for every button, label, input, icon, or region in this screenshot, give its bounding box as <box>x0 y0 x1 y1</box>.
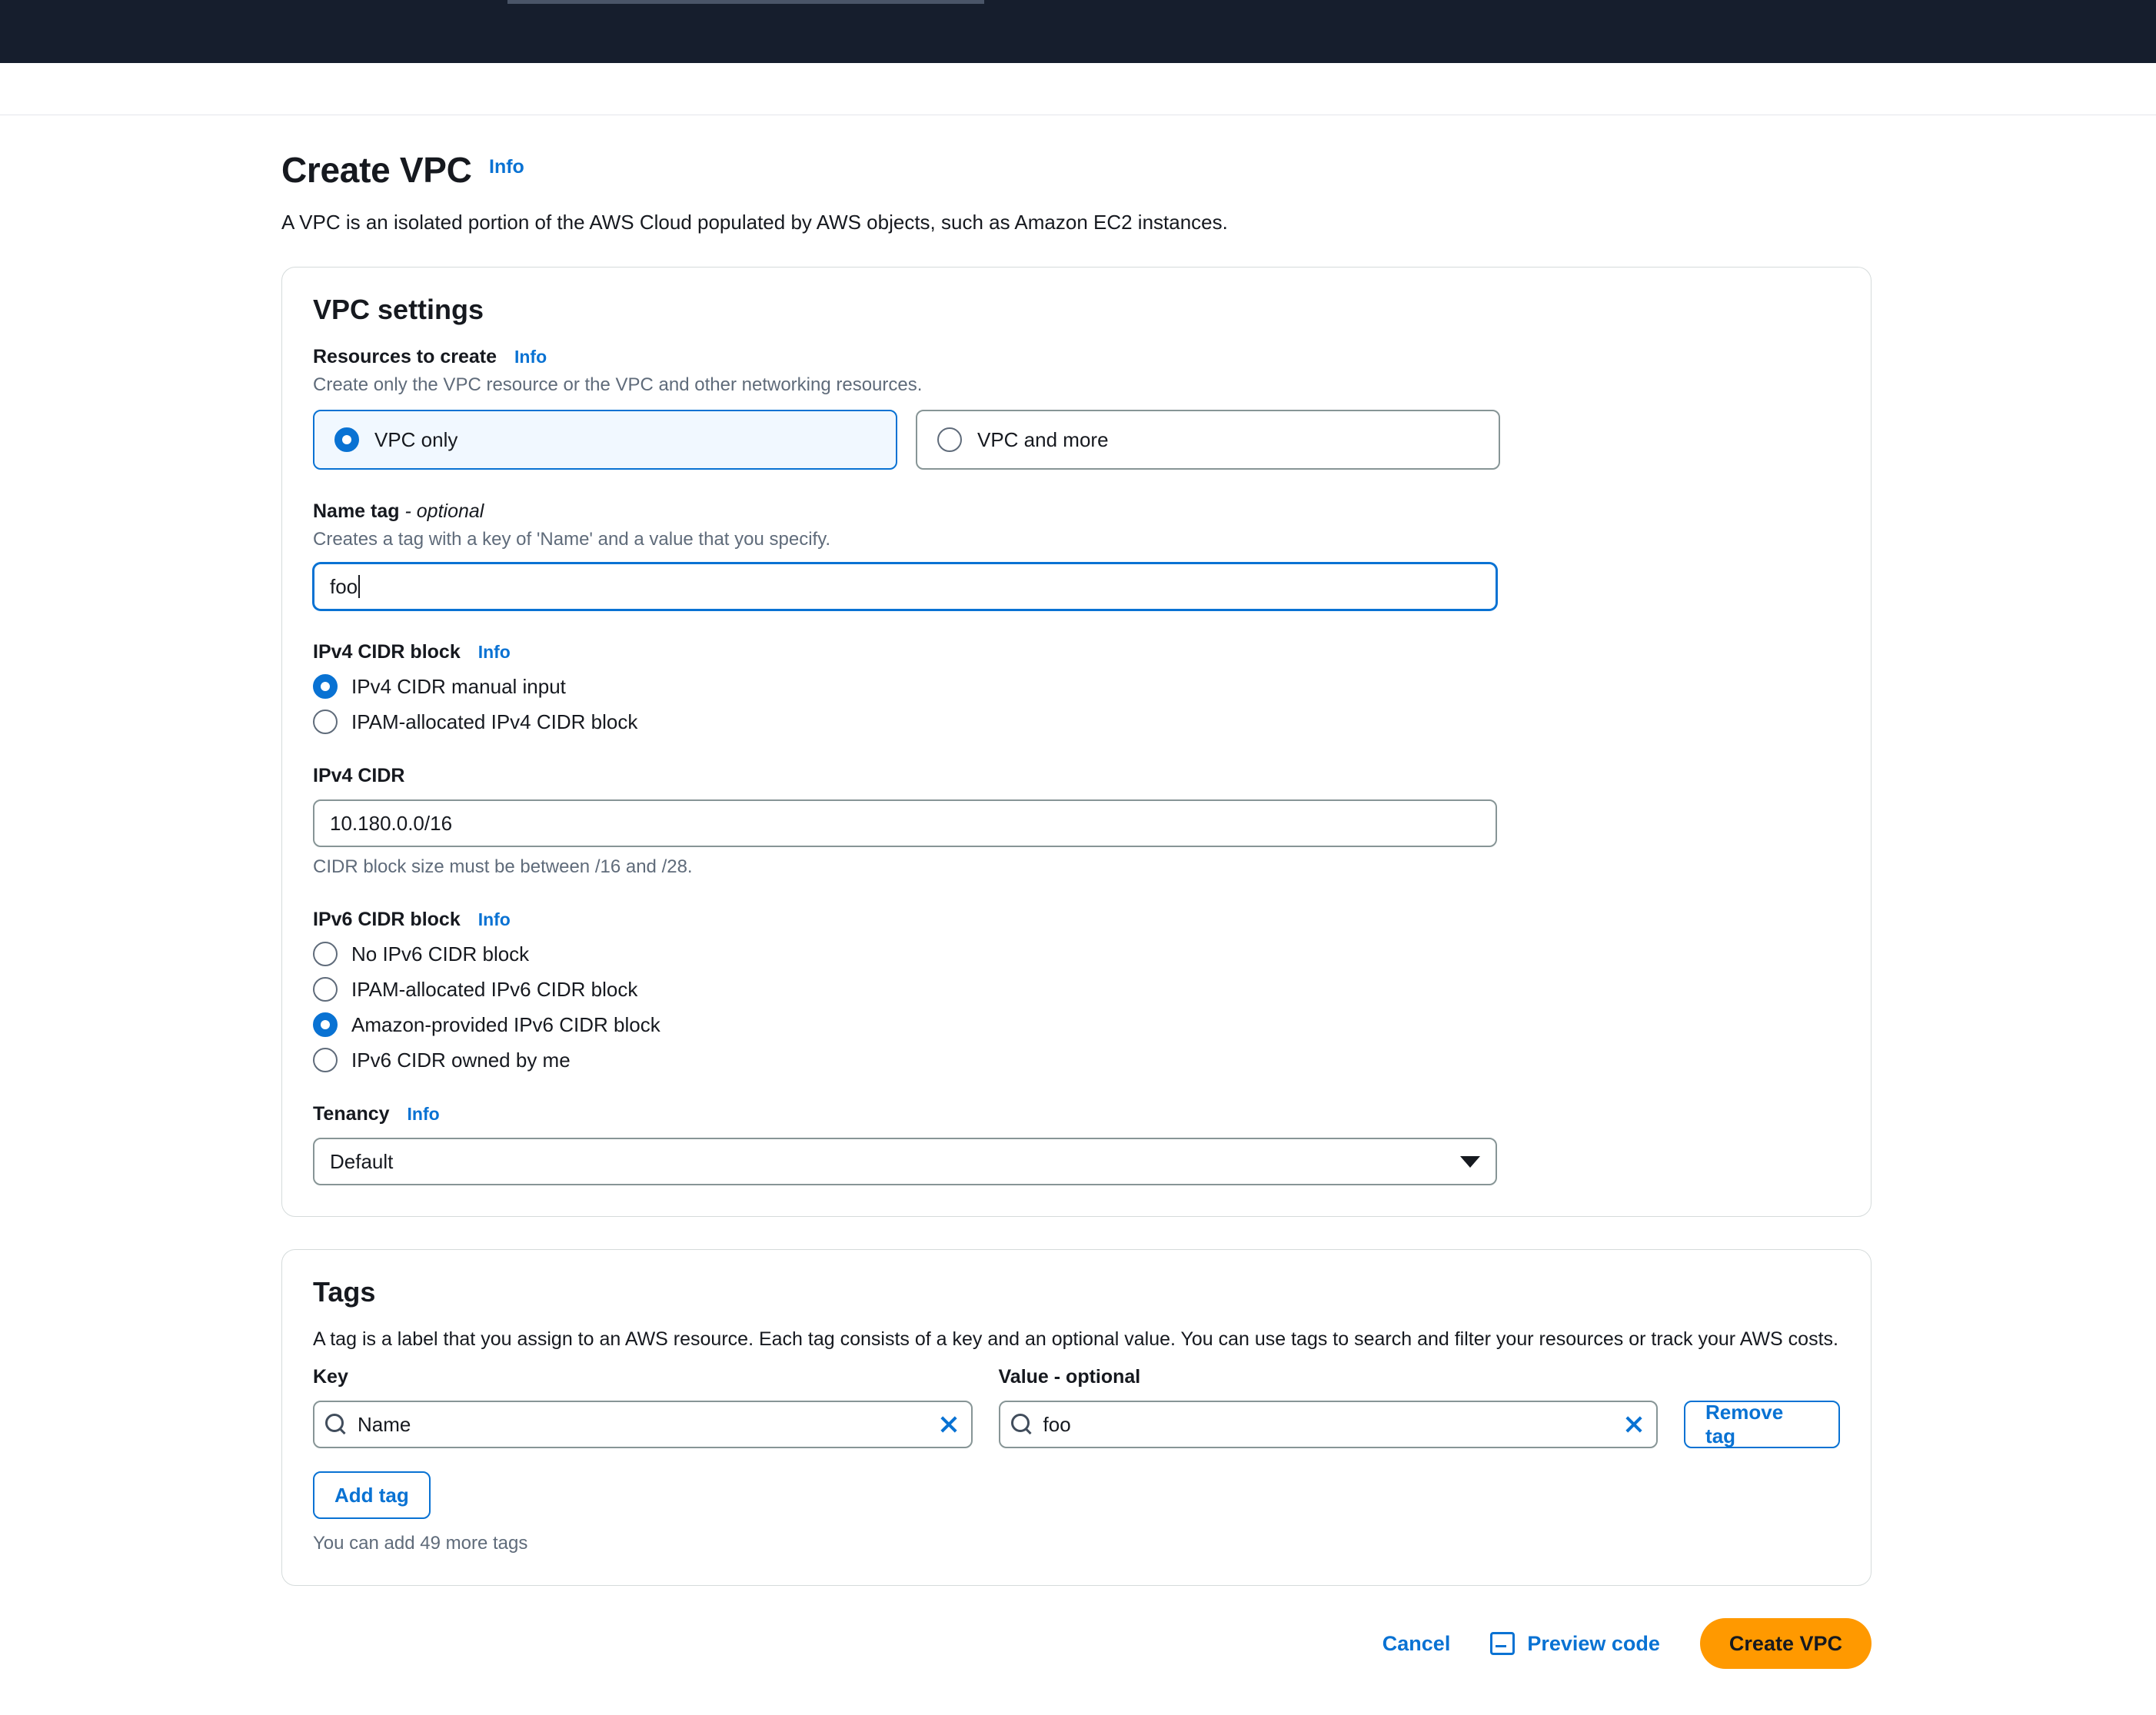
tag-key-input[interactable] <box>313 1401 973 1448</box>
radio-amazon-provided-ipv6-label: Amazon-provided IPv6 CIDR block <box>351 1012 660 1036</box>
resources-to-create-tiles <box>313 410 1840 470</box>
tile-vpc-only-label: VPC only <box>374 427 458 451</box>
name-tag-input[interactable] <box>313 563 1497 610</box>
resources-to-create-info-link[interactable]: Info <box>514 347 547 367</box>
tag-key-header: Key <box>313 1366 348 1388</box>
page-header <box>281 149 1872 234</box>
ipv6-cidr-block-label-text: IPv6 CIDR block <box>313 909 461 930</box>
ipv4-cidr-label: IPv4 CIDR <box>313 765 405 786</box>
search-icon <box>1011 1414 1033 1435</box>
chevron-down-icon <box>1460 1156 1480 1168</box>
create-vpc-button[interactable]: Create VPC <box>1700 1618 1872 1669</box>
radio-ipv4-manual-input[interactable] <box>313 674 1840 699</box>
ipv4-cidr-input-value: 10.180.0.0/16 <box>330 811 453 835</box>
tenancy-info-link[interactable]: Info <box>407 1104 440 1124</box>
aws-console-topbar <box>0 0 2156 63</box>
radio-vpc-and-more-icon <box>937 427 962 452</box>
tags-title: Tags <box>313 1276 376 1308</box>
tenancy-label <box>313 1103 1840 1125</box>
tenancy-select-value: Default <box>330 1149 394 1173</box>
radio-vpc-only-icon <box>334 427 359 452</box>
radio-ipv4-manual-input-icon <box>313 674 338 699</box>
radio-ipam-allocated-ipv4[interactable] <box>313 710 1840 734</box>
ipv4-cidr-block-label <box>313 641 1840 663</box>
vpc-settings-title: VPC settings <box>313 294 484 325</box>
radio-ipam-allocated-ipv6-icon <box>313 977 338 1002</box>
add-tag-wrap <box>313 1471 1840 1519</box>
tenancy-select[interactable] <box>313 1138 1497 1185</box>
add-tag-button[interactable]: Add tag <box>313 1471 431 1519</box>
name-tag-group <box>313 500 1840 610</box>
ipv4-cidr-block-label-text: IPv4 CIDR block <box>313 641 461 663</box>
cancel-button[interactable]: Cancel <box>1382 1631 1451 1655</box>
text-caret <box>358 575 360 598</box>
radio-ipam-allocated-ipv4-icon <box>313 710 338 734</box>
tile-vpc-and-more-label: VPC and more <box>977 427 1109 451</box>
topbar-accent <box>507 0 984 4</box>
radio-no-ipv6-cidr-label: No IPv6 CIDR block <box>351 942 530 966</box>
tag-value-input[interactable] <box>999 1401 1659 1448</box>
ipv4-cidr-block-info-link[interactable]: Info <box>477 642 511 662</box>
radio-ipam-allocated-ipv6-label: IPAM-allocated IPv6 CIDR block <box>351 977 638 1001</box>
tag-key-value: Name <box>358 1412 411 1436</box>
radio-amazon-provided-ipv6-icon <box>313 1012 338 1037</box>
radio-ipv6-owned-by-me[interactable] <box>313 1048 1840 1072</box>
tile-vpc-only[interactable] <box>313 410 897 470</box>
ipv6-cidr-block-info-link[interactable]: Info <box>477 909 511 929</box>
radio-ipv6-owned-by-me-icon <box>313 1048 338 1072</box>
radio-ipam-allocated-ipv6[interactable] <box>313 977 1840 1002</box>
remove-tag-button[interactable]: Remove tag <box>1684 1401 1840 1448</box>
page-info-link[interactable]: Info <box>489 156 524 178</box>
aws-console-subbar <box>0 63 2156 115</box>
ipv4-cidr-hint: CIDR block size must be between /16 and /28. <box>313 856 693 877</box>
name-tag-label-text: Name tag <box>313 500 400 522</box>
name-tag-label <box>313 500 1840 523</box>
content-column <box>281 149 1872 1715</box>
tenancy-label-text: Tenancy <box>313 1103 390 1125</box>
tag-key-column <box>313 1366 973 1448</box>
ipv4-cidr-group <box>313 765 1840 878</box>
vpc-settings-panel <box>281 267 1872 1217</box>
radio-ipv4-manual-input-label: IPv4 CIDR manual input <box>351 674 566 698</box>
page-title: Create VPC <box>281 150 472 190</box>
name-tag-description: Creates a tag with a key of 'Name' and a value that you specify. <box>313 529 831 550</box>
radio-amazon-provided-ipv6[interactable] <box>313 1012 1840 1037</box>
tags-description: A tag is a label that you assign to an AWS resource. Each tag consists of a key and an optional value. You can use tags to search and filter your resources or track your AWS costs. <box>313 1328 1838 1350</box>
tag-value-column <box>999 1366 1659 1448</box>
page-description: A VPC is an isolated portion of the AWS Cloud populated by AWS objects, such as Amazon EC2 instances. <box>281 211 1228 234</box>
search-icon <box>325 1414 347 1435</box>
name-tag-input-value: foo <box>330 574 358 598</box>
form-footer <box>281 1618 1872 1715</box>
radio-no-ipv6-cidr[interactable] <box>313 942 1840 966</box>
tile-vpc-and-more[interactable] <box>916 410 1500 470</box>
resources-to-create-label-text: Resources to create <box>313 346 497 367</box>
name-tag-optional: - optional <box>404 500 484 522</box>
resources-to-create-group <box>313 346 1840 470</box>
ipv6-cidr-block-group <box>313 909 1840 1072</box>
ipv6-cidr-block-label <box>313 909 1840 931</box>
clear-key-icon[interactable] <box>937 1413 960 1436</box>
page-body <box>0 115 2156 1715</box>
code-icon <box>1490 1632 1515 1655</box>
resources-to-create-label <box>313 346 1840 368</box>
tag-value-header: Value - optional <box>998 1366 1141 1388</box>
ipv4-cidr-input[interactable] <box>313 799 1497 847</box>
preview-code-button[interactable] <box>1490 1632 1660 1656</box>
tags-panel <box>281 1249 1872 1586</box>
resources-to-create-description: Create only the VPC resource or the VPC and other networking resources. <box>313 374 923 395</box>
tag-value-value: foo <box>1043 1412 1071 1436</box>
tag-row <box>313 1366 1840 1448</box>
preview-code-label: Preview code <box>1527 1631 1660 1655</box>
clear-value-icon[interactable] <box>1622 1413 1645 1436</box>
tenancy-group <box>313 1103 1840 1185</box>
more-tags-text: You can add 49 more tags <box>313 1533 528 1554</box>
ipv4-cidr-block-group <box>313 641 1840 734</box>
radio-no-ipv6-cidr-icon <box>313 942 338 966</box>
radio-ipv6-owned-by-me-label: IPv6 CIDR owned by me <box>351 1048 571 1072</box>
radio-ipam-allocated-ipv4-label: IPAM-allocated IPv4 CIDR block <box>351 710 638 733</box>
